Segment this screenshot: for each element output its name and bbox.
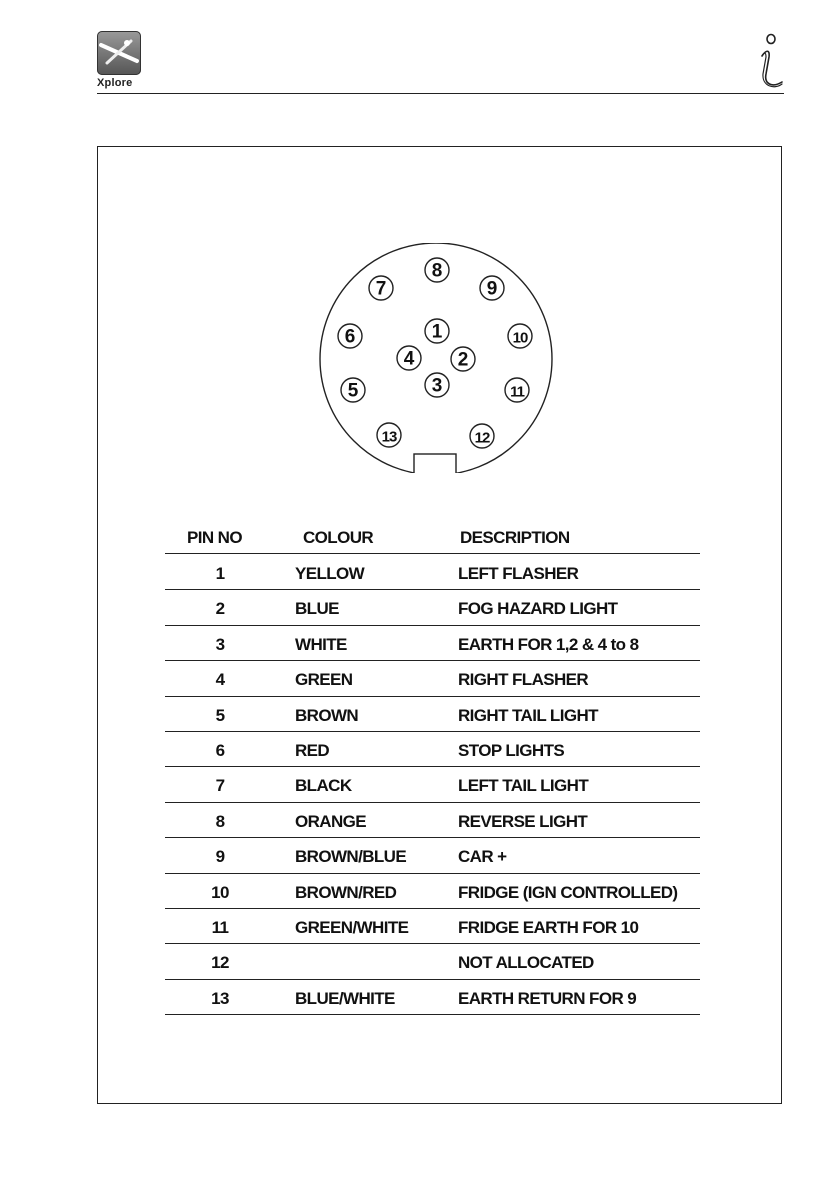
colour-cell: GREEN/WHITE <box>295 918 409 937</box>
description-cell: REVERSE LIGHT <box>458 811 588 831</box>
pin-label: 11 <box>510 383 524 401</box>
info-icon <box>752 30 786 90</box>
description-cell: EARTH RETURN FOR 9 <box>458 988 637 1008</box>
colour-cell: BROWN/BLUE <box>295 847 407 867</box>
pin-label: 1 <box>431 321 443 343</box>
pin-11 <box>505 378 529 402</box>
pin-cell: 3 <box>215 634 225 654</box>
description-cell: LEFT FLASHER <box>458 564 579 583</box>
colour-cell: YELLOW <box>295 564 365 583</box>
description-cell: EARTH FOR 1,2 & 4 to 8 <box>458 634 639 654</box>
pin-cell: 10 <box>211 882 229 902</box>
pin-cell: 1 <box>215 564 225 583</box>
colour-cell: BLUE/WHITE <box>295 988 395 1008</box>
pin-5 <box>341 378 365 402</box>
pin-label: 5 <box>347 380 359 402</box>
table-row <box>165 908 710 944</box>
pin-4 <box>397 346 421 370</box>
logo-text: Xplore <box>97 77 133 89</box>
description-cell: STOP LIGHTS <box>458 741 565 760</box>
pin-13 <box>377 423 401 447</box>
table-row <box>165 554 710 590</box>
description-cell: FRIDGE EARTH FOR 10 <box>458 918 639 937</box>
pin-cell: 4 <box>215 670 225 690</box>
table-row <box>165 625 710 661</box>
pin-label: 10 <box>512 329 528 347</box>
xplore-logo <box>97 31 143 91</box>
pin-cell: 7 <box>215 776 225 796</box>
description-cell: CAR + <box>458 847 507 867</box>
pin-cell: 2 <box>215 599 225 619</box>
header-pin-no: PIN NO <box>187 528 242 547</box>
header-divider <box>97 93 784 94</box>
pin-cell: 12 <box>211 953 229 973</box>
pin-label: 8 <box>431 260 443 282</box>
table-row <box>165 731 710 767</box>
table-row <box>165 979 710 1015</box>
description-cell: LEFT TAIL LIGHT <box>458 776 589 796</box>
description-cell: RIGHT FLASHER <box>458 670 589 690</box>
pin-cell: 13 <box>211 988 229 1008</box>
description-cell: RIGHT TAIL LIGHT <box>458 705 598 725</box>
description-cell: FRIDGE (IGN CONTROLLED) <box>458 882 678 902</box>
table-row <box>165 766 710 802</box>
pin-12 <box>470 424 494 448</box>
pin-9 <box>480 276 504 300</box>
pin-cell: 5 <box>215 705 225 725</box>
colour-cell: ORANGE <box>295 811 367 831</box>
row-rule <box>165 1014 700 1015</box>
pin-label: 7 <box>375 278 387 300</box>
pin-1 <box>425 319 449 343</box>
xplore-logo-icon <box>97 31 141 75</box>
colour-cell: BROWN <box>295 705 359 725</box>
pin-label: 4 <box>403 348 415 370</box>
colour-cell: RED <box>295 741 330 760</box>
pin-cell: 8 <box>215 811 225 831</box>
pin-label: 3 <box>431 375 443 397</box>
pin-label: 12 <box>474 429 490 447</box>
table-row <box>165 943 710 979</box>
pin-cell: 11 <box>211 918 229 937</box>
pin-2 <box>451 347 475 371</box>
pin-label: 9 <box>486 278 498 300</box>
pin-10 <box>508 324 532 348</box>
pin-cell: 6 <box>215 741 225 760</box>
header-description: DESCRIPTION <box>460 528 570 547</box>
description-cell: NOT ALLOCATED <box>458 953 594 973</box>
table-row <box>165 873 710 909</box>
pin-3 <box>425 373 449 397</box>
table-row <box>165 696 710 732</box>
pin-label: 13 <box>381 428 397 446</box>
pin-7 <box>369 276 393 300</box>
description-cell: FOG HAZARD LIGHT <box>458 599 618 619</box>
connector-key-notch <box>414 454 456 473</box>
header-colour: COLOUR <box>303 528 374 547</box>
colour-cell: BROWN/RED <box>295 882 397 902</box>
colour-cell: BLUE <box>295 599 339 619</box>
pin-label: 2 <box>457 349 469 371</box>
pin-cell: 9 <box>215 847 225 867</box>
pin-6 <box>338 324 362 348</box>
pin-8 <box>425 258 449 282</box>
colour-cell: GREEN <box>295 670 353 690</box>
colour-cell: WHITE <box>295 634 347 654</box>
pin-label: 6 <box>344 326 356 348</box>
connector-pin-diagram <box>315 243 557 473</box>
colour-cell: BLACK <box>295 776 352 796</box>
table-row <box>165 837 710 873</box>
table-row <box>165 589 710 625</box>
table-row <box>165 802 710 838</box>
table-row <box>165 660 710 696</box>
